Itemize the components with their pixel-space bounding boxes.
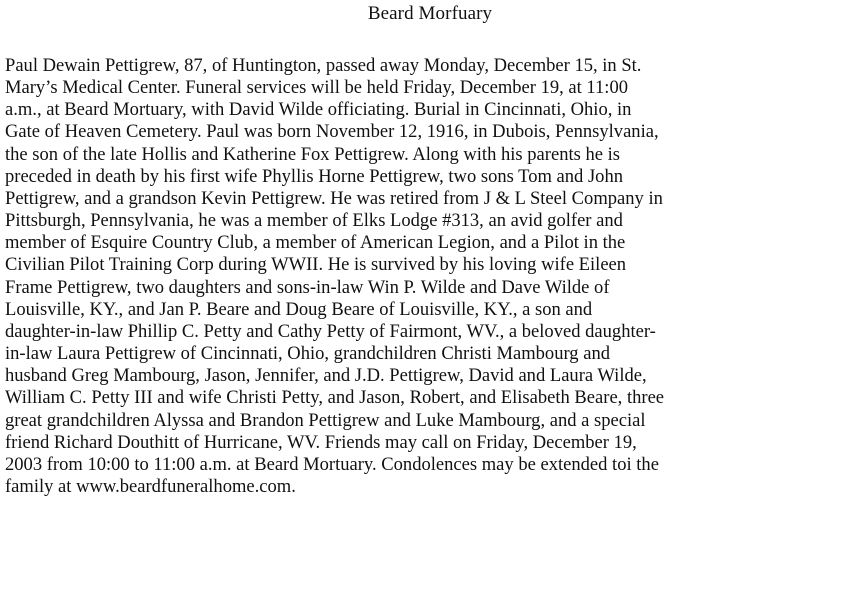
obituary-line: a.m., at Beard Mortuary, with David Wilde officiating. Burial in Cincinnati, Ohio, in (5, 99, 632, 121)
obituary-line: family at www.beardfuneralhome.com. (5, 475, 296, 497)
obituary-line: Frame Pettigrew, two daughters and sons-in-law Win P. Wilde and Dave Wilde of (5, 276, 610, 298)
obituary-line: husband Greg Mambourg, Jason, Jennifer, and J.D. Pettigrew, David and Laura Wilde, (5, 365, 647, 387)
obituary-line: Mary’s Medical Center. Funeral services will be held Friday, December 19, at 11:00 (5, 77, 629, 99)
obituary-line: great grandchildren Alyssa and Brandon Pettigrew and Luke Mambourg, and a special (5, 409, 646, 431)
obituary-body (5, 55, 857, 498)
obituary-line: daughter-in-law Phillip C. Petty and Cathy Petty of Fairmont, WV., a beloved daughter- (5, 320, 656, 342)
obituary-line: Pettigrew, and a grandson Kevin Pettigrew. He was retired from J & L Steel Company in (5, 187, 663, 209)
obituary-line: Pittsburgh, Pennsylvania, he was a member of Elks Lodge #313, an avid golfer and (5, 210, 623, 232)
obituary-line: 2003 from 10:00 to 11:00 a.m. at Beard Mortuary. Condolences may be extended toi the (5, 453, 659, 475)
obituary-line: Gate of Heaven Cemetery. Paul was born November 12, 1916, in Dubois, Pennsylvania, (5, 121, 659, 143)
obituary-line: in-law Laura Pettigrew of Cincinnati, Ohio, grandchildren Christi Mambourg and (5, 343, 611, 365)
document-title: Beard Morfuary (367, 3, 493, 24)
obituary-line: member of Esquire Country Club, a member of American Legion, and a Pilot in the (5, 232, 626, 254)
obituary-line: Paul Dewain Pettigrew, 87, of Huntington, passed away Monday, December 15, in St. (5, 55, 642, 76)
obituary-line: preceded in death by his first wife Phyllis Horne Pettigrew, two sons Tom and John (5, 165, 624, 187)
obituary-line: the son of the late Hollis and Katherine Fox Pettigrew. Along with his parents he is (5, 143, 621, 165)
obituary-line: Civilian Pilot Training Corp during WWII. He is survived by his loving wife Eileen (5, 254, 627, 276)
obituary-line: friend Richard Douthitt of Hurricane, WV. Friends may call on Friday, December 19, (5, 431, 637, 453)
obituary-line: Louisville, KY., and Jan P. Beare and Doug Beare of Louisville, KY., a son and (5, 298, 593, 320)
obituary-line: William C. Petty III and wife Christi Petty, and Jason, Robert, and Elisabeth Beare, three (5, 387, 665, 409)
